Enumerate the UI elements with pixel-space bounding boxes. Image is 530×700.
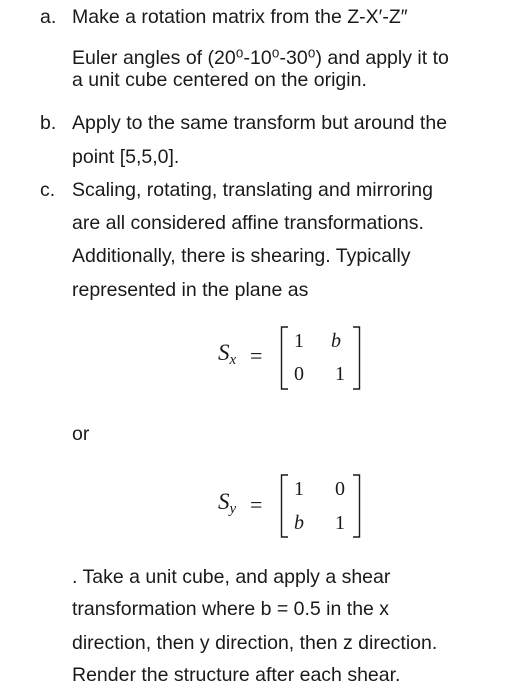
- matrix-sy-cell-r2c2: 1: [335, 512, 345, 534]
- matrix-sx-cell-r2c1: 0: [294, 363, 304, 385]
- matrix-sx-cell-r1c2: b: [331, 330, 341, 352]
- matrix-sy-cell-r2c1: b: [294, 512, 304, 534]
- closing-line-4: Render the structure after each shear.: [72, 664, 401, 686]
- closing-line-1: . Take a unit cube, and apply a shear: [72, 566, 391, 588]
- closing-line-3: direction, then y direction, then z direction.: [72, 632, 438, 654]
- item-c-marker: c.: [40, 179, 56, 201]
- matrix-sy-cell-r1c1: 1: [294, 478, 304, 500]
- matrix-sx-symbol: $S_x$: [218, 340, 237, 368]
- matrix-sx-right-bracket: [352, 326, 362, 390]
- closing-line-2: transformation where b = 0.5 in the x: [72, 598, 390, 620]
- item-b-line-2: point [5,5,0].: [72, 146, 180, 168]
- item-a-line-1: Make a rotation matrix from the Z-X′-Z″: [72, 6, 408, 28]
- item-a-line-2: Euler angles of (20⁰-10⁰-30⁰) and apply it to: [72, 47, 449, 69]
- matrix-sy-cell-r1c2: 0: [335, 478, 345, 500]
- matrix-sy-symbol: $S_y$: [218, 489, 237, 517]
- item-c-line-1: Scaling, rotating, translating and mirroring: [72, 179, 433, 201]
- item-c-line-2: are all considered affine transformations.: [72, 212, 424, 234]
- connector-or: or: [72, 423, 90, 445]
- item-b-marker: b.: [40, 112, 57, 134]
- matrix-sx-cell-r1c1: 1: [294, 330, 304, 352]
- item-c-line-3: Additionally, there is shearing. Typically: [72, 245, 411, 267]
- matrix-sy-right-bracket: [352, 474, 362, 538]
- matrix-sy-equals: =: [250, 492, 263, 517]
- item-a-marker: a.: [40, 6, 57, 28]
- matrix-sx-equals: =: [250, 343, 263, 368]
- matrix-sx-cell-r2c2: 1: [335, 363, 345, 385]
- item-c-line-4: represented in the plane as: [72, 279, 309, 301]
- item-b-line-1: Apply to the same transform but around the: [72, 112, 448, 134]
- item-a-line-3: a unit cube centered on the origin.: [72, 69, 367, 91]
